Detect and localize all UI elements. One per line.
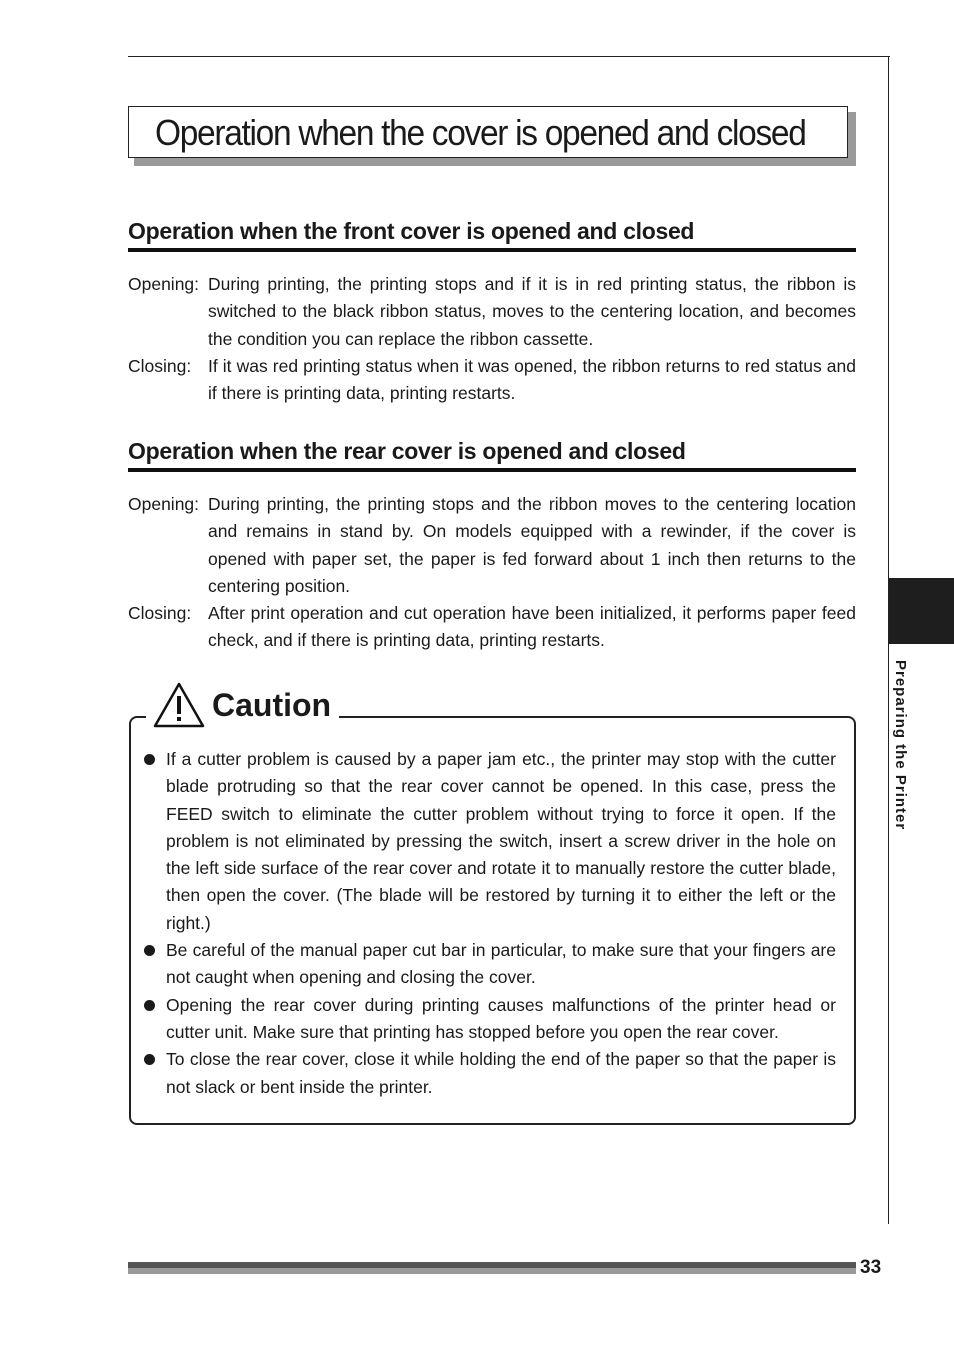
caution-item-text: To close the rear cover, close it while holding the end of the paper so that the paper is not slack or bent inside the printer. bbox=[166, 1049, 836, 1097]
caution-item-text: Be careful of the manual paper cut bar in particular, to make sure that your fingers are not caught when opening and closing the cover. bbox=[166, 940, 836, 988]
caution-item bbox=[142, 992, 836, 1047]
caution-item-text: Opening the rear cover during printing causes malfunctions of the printer head or cutter unit. Make sure that printing has stopped before you open the rear cover. bbox=[166, 994, 836, 1042]
caution-item bbox=[142, 1046, 836, 1101]
definition-term: Closing: bbox=[128, 355, 192, 376]
bullet-icon bbox=[144, 1000, 155, 1011]
definition-row bbox=[128, 491, 856, 600]
front-cover-definitions bbox=[128, 271, 856, 407]
definition-term: Opening: bbox=[128, 494, 200, 514]
section-heading-rear-cover: Operation when the rear cover is opened and closed bbox=[128, 436, 856, 472]
definition-text: If it was red printing status when it was opened, the ribbon returns to red status and if there is printing data, printing restarts. bbox=[208, 355, 856, 404]
caution-item bbox=[142, 746, 836, 937]
caution-title: Caution bbox=[212, 687, 332, 723]
caution-item-text: If a cutter problem is caused by a paper jam etc., the printer may stop with the cutter blade protruding so that the rear cover cannot be opened. In this case, press the FEED switch to eliminate the cutter problem without trying to force it open. If the problem is not eliminated by pressing the switch, insert a screw driver in the hole on the left side surface of the rear cover and rotate it to manually restore the cutter blade, then open the cover. (The blade will be restored by turning it to either the left or the right.) bbox=[166, 749, 836, 933]
definition-text: After print operation and cut operation have been initialized, it performs paper feed check, and if there is printing data, printing restarts. bbox=[208, 603, 856, 651]
bullet-icon bbox=[144, 945, 155, 956]
caution-header bbox=[146, 680, 339, 730]
footer-bar-shadow bbox=[128, 1268, 856, 1274]
definition-row bbox=[128, 600, 856, 655]
page-title: Operation when the cover is opened and closed bbox=[155, 112, 806, 153]
definition-row bbox=[128, 271, 856, 353]
definition-text: During printing, the printing stops and the ribbon moves to the centering location and remains in stand by. On models equipped with a rewinder, if the cover is opened with paper set, the paper is fed forward about 1 inch then returns to the centering position. bbox=[208, 494, 856, 596]
chapter-tab bbox=[889, 578, 954, 644]
definition-row bbox=[128, 353, 856, 408]
title-box bbox=[128, 106, 848, 158]
page-number: 33 bbox=[860, 1257, 882, 1278]
caution-item bbox=[142, 937, 836, 992]
definition-term: Closing: bbox=[128, 603, 192, 624]
warning-triangle-icon bbox=[152, 681, 206, 729]
definition-text: During printing, the printing stops and if it is in red printing status, the ribbon is switched to the black ribbon status, moves to the centering location, and becomes the condition you can replace the ribbon cassette. bbox=[208, 274, 856, 349]
top-rule bbox=[128, 56, 890, 57]
bullet-icon bbox=[144, 1054, 155, 1065]
bullet-icon bbox=[144, 754, 155, 765]
caution-list bbox=[142, 746, 836, 1101]
rear-cover-definitions bbox=[128, 491, 856, 655]
definition-term: Opening: bbox=[128, 274, 200, 294]
section-heading-front-cover: Operation when the front cover is opened and closed bbox=[128, 216, 856, 252]
chapter-label: Preparing the Printer bbox=[892, 660, 909, 831]
